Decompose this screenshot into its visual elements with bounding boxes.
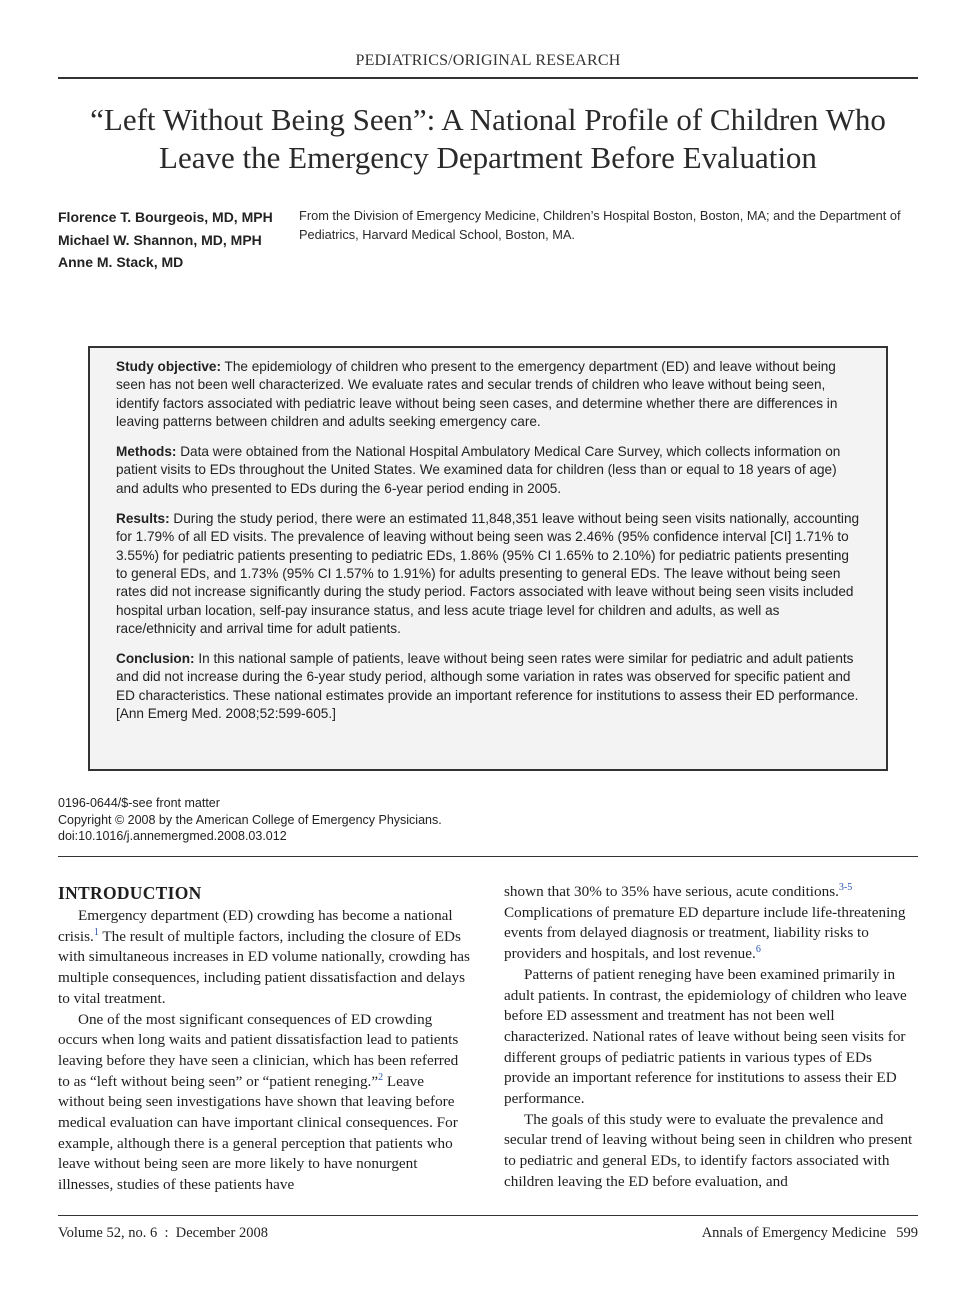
publication-meta xyxy=(58,795,442,845)
citation-link[interactable]: 1 xyxy=(93,926,99,938)
author-list xyxy=(58,206,273,274)
author-name[interactable]: Florence T. Bourgeois, MD, MPH xyxy=(58,209,273,225)
intro-paragraph xyxy=(58,1010,470,1196)
abstract-methods-text: Data were obtained from the National Hospital Ambulatory Medical Care Survey, which collects information on patient visits to EDs throughout the United States. We examined data for children (less than or equal to 18 years of age) and adults who presented to EDs during the 6-year period ending in 2005. xyxy=(116,444,841,496)
intro-text: Leave without being seen investigations have shown that leaving before medical evaluation can have important clinical consequences. For example, although there is a general perception that patients who leave without being seen are more likely to have nonurgent illnesses, studies of these patients have xyxy=(58,1072,458,1194)
article-title xyxy=(58,101,918,177)
abstract-conclusion-label: Conclusion: xyxy=(116,651,195,667)
copyright-line: Copyright © 2008 by the American College of Emergency Physicians. xyxy=(58,812,442,827)
intro-paragraph xyxy=(58,906,470,1010)
affiliation: From the Division of Emergency Medicine, Children’s Hospital Boston, Boston, MA; and the Department of Pediatrics, Harvard Medical School, Boston, MA. xyxy=(299,208,901,242)
abstract-objective-text: The epidemiology of children who present to the emergency department (ED) and leave without being seen has not been well characterized. We evaluate rates and secular trends of children who leave without being seen, identify factors associated with pediatric leave without being seen cases, and determine whether there are differences in leaving patterns between children and adults seeking emergency care. xyxy=(116,359,838,429)
issue-info: Volume 52, no. 6 : December 2008 xyxy=(58,1225,268,1241)
title-line-1: “Left Without Being Seen”: A National Profile of Children Who xyxy=(90,102,886,137)
abstract-objective xyxy=(116,358,860,431)
citation-link[interactable]: 6 xyxy=(755,944,761,956)
abstract-methods-label: Methods: xyxy=(116,444,177,460)
section-label: PEDIATRICS/ORIGINAL RESEARCH xyxy=(355,52,621,69)
mid-divider xyxy=(58,856,918,857)
doi-link[interactable]: doi:10.1016/j.annemergmed.2008.03.012 xyxy=(58,829,287,843)
author-name[interactable]: Anne M. Stack, MD xyxy=(58,254,184,270)
bottom-divider xyxy=(58,1215,918,1216)
journal-name: Annals of Emergency Medicine xyxy=(701,1225,887,1241)
top-divider xyxy=(58,77,918,79)
intro-text: shown that 30% to 35% have serious, acute conditions. xyxy=(504,883,839,900)
intro-text: The result of multiple factors, including the closure of EDs with simultaneous increases in ED volume nationally, crowding has multiple consequences, including patient dissatisfaction and delays to vital treatment. xyxy=(58,927,470,1007)
citation-link[interactable]: 2 xyxy=(378,1071,384,1083)
intro-text: Complications of premature ED departure include life-threatening events from delayed diagnosis or treatment, liability risks to providers and hospitals, and lost revenue. xyxy=(504,903,906,963)
abstract-conclusion xyxy=(116,650,860,723)
issn-line: 0196-0644/$-see front matter xyxy=(58,796,220,810)
abstract-conclusion-text: In this national sample of patients, leave without being seen rates were similar for pediatric and adult patients and did not increase during the 6-year study period, although some variation in rates was observed for specific patient and ED characteristics. These national estimates provide an important reference for institutions to assess their ED performance. [Ann Emerg Med. 2008;52:599-605.] xyxy=(116,651,859,722)
abstract-results xyxy=(116,510,860,638)
page-number: 599 xyxy=(896,1225,918,1241)
intro-paragraph: Patterns of patient reneging have been examined primarily in adult patients. In contrast, the epidemiology of children who leave before ED assessment and treatment has not been well characterized. National rates of leave without being seen visits for different groups of pediatric patients in various types of EDs provide an important reference for institutions to assess their ED performance. xyxy=(504,965,907,1108)
citation-link[interactable]: 3-5 xyxy=(838,882,853,893)
intro-paragraph xyxy=(504,882,916,965)
abstract-objective-label: Study objective: xyxy=(116,359,221,374)
journal-footer xyxy=(702,1225,918,1242)
intro-heading: INTRODUCTION xyxy=(58,883,202,903)
left-column xyxy=(58,880,470,1196)
abstract-box xyxy=(88,346,888,771)
intro-paragraph: The goals of this study were to evaluate the prevalence and secular trend of leaving without being seen in children who present to pediatric and general EDs, to identify factors associated with children leaving the ED before evaluation, and xyxy=(504,1110,913,1190)
abstract-methods xyxy=(116,443,860,498)
abstract-results-label: Results: xyxy=(116,511,170,527)
intro-text: Emergency department (ED) crowding has become a national crisis. xyxy=(58,907,453,945)
intro-text: One of the most significant consequences of ED crowding occurs when long waits and patient dissatisfaction lead to patients leaving before they have seen a clinician, which has been referred to as “left without being seen” or “patient reneging.” xyxy=(58,1010,459,1090)
right-column xyxy=(504,882,916,1193)
author-name[interactable]: Michael W. Shannon, MD, MPH xyxy=(58,231,262,248)
abstract-results-text: During the study period, there were an estimated 11,848,351 leave without being seen visits nationally, accounting for 1.79% of all ED visits. The prevalence of leaving without being seen was 2.46% (95% confidence interval [CI] 1.71% to 3.55%) for pediatric patients presenting to pediatric EDs, 1.86% (95% CI 1.65% to 2.10%) for pediatric patients presenting to general EDs, and 1.73% (95% CI 1.57% to 1.91%) for adults presenting to general EDs. The leave without being seen rates did not increase significantly during the study period. Factors associated with leave without being seen visits included hospital urban location, self-pay insurance status, and less acute triage level for children and adults, as well as race/ethnicity and arrival time for adult patients. xyxy=(116,511,860,636)
title-line-2: Leave the Emergency Department Before Evaluation xyxy=(159,140,817,175)
